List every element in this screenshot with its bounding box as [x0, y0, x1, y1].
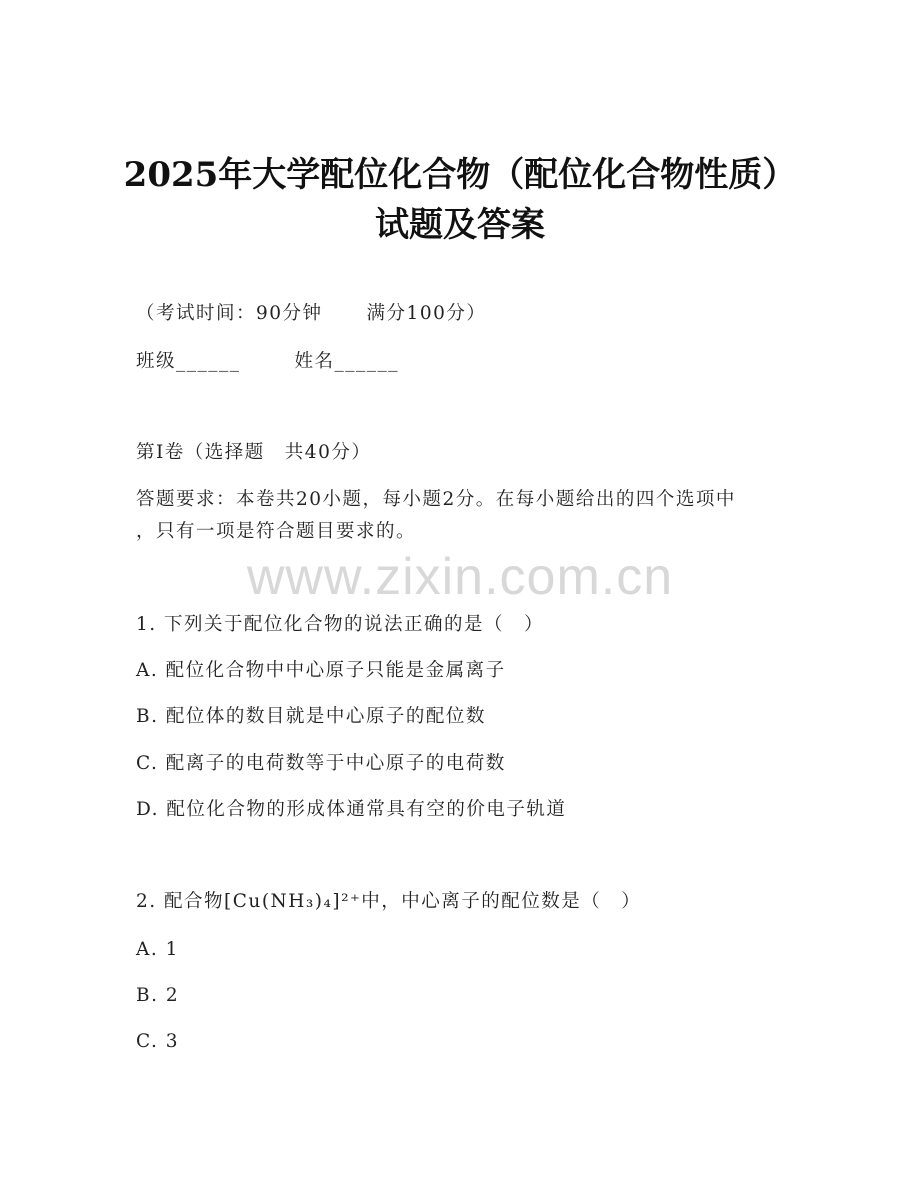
document-title-line2: 试题及答案 — [375, 205, 545, 245]
question-1-option-c: C. 配离子的电荷数等于中心原子的电荷数 — [136, 753, 506, 774]
question-1-option-a: A. 配位化合物中中心原子只能是金属离子 — [136, 660, 506, 681]
exam-time: （考试时间：90分钟 — [136, 303, 323, 324]
question-1-option-b: B. 配位体的数目就是中心原子的配位数 — [136, 706, 486, 727]
watermark: www.zixin.com.cn — [246, 548, 674, 606]
name-field: 姓名______ — [294, 351, 400, 372]
question-2-option-c: C. 3 — [136, 1031, 180, 1052]
question-2-option-b: B. 2 — [136, 985, 180, 1006]
document-title-line1: 2025年大学配位化合物（配位化合物性质） — [123, 155, 797, 195]
question-1-stem: 1. 下列关于配位化合物的说法正确的是（ ） — [136, 614, 545, 635]
class-field: 班级______ — [136, 351, 241, 372]
student-info — [136, 350, 399, 374]
question-2-option-a: A. 1 — [136, 939, 179, 960]
question-2-stem: 2. 配合物[Cu(NH₃)₄]²⁺中，中心离子的配位数是（ ） — [136, 891, 642, 912]
question-1-option-d: D. 配位化合物的形成体通常具有空的价电子轨道 — [136, 799, 567, 820]
exam-info — [136, 302, 486, 326]
instructions-line2: ，只有一项是符合题目要求的。 — [136, 521, 417, 542]
full-score: 满分100分） — [366, 303, 487, 324]
section-heading: 第I卷（选择题 共40分） — [136, 442, 372, 463]
instructions-line1: 答题要求：本卷共20小题，每小题2分。在每小题给出的四个选项中 — [136, 489, 736, 510]
